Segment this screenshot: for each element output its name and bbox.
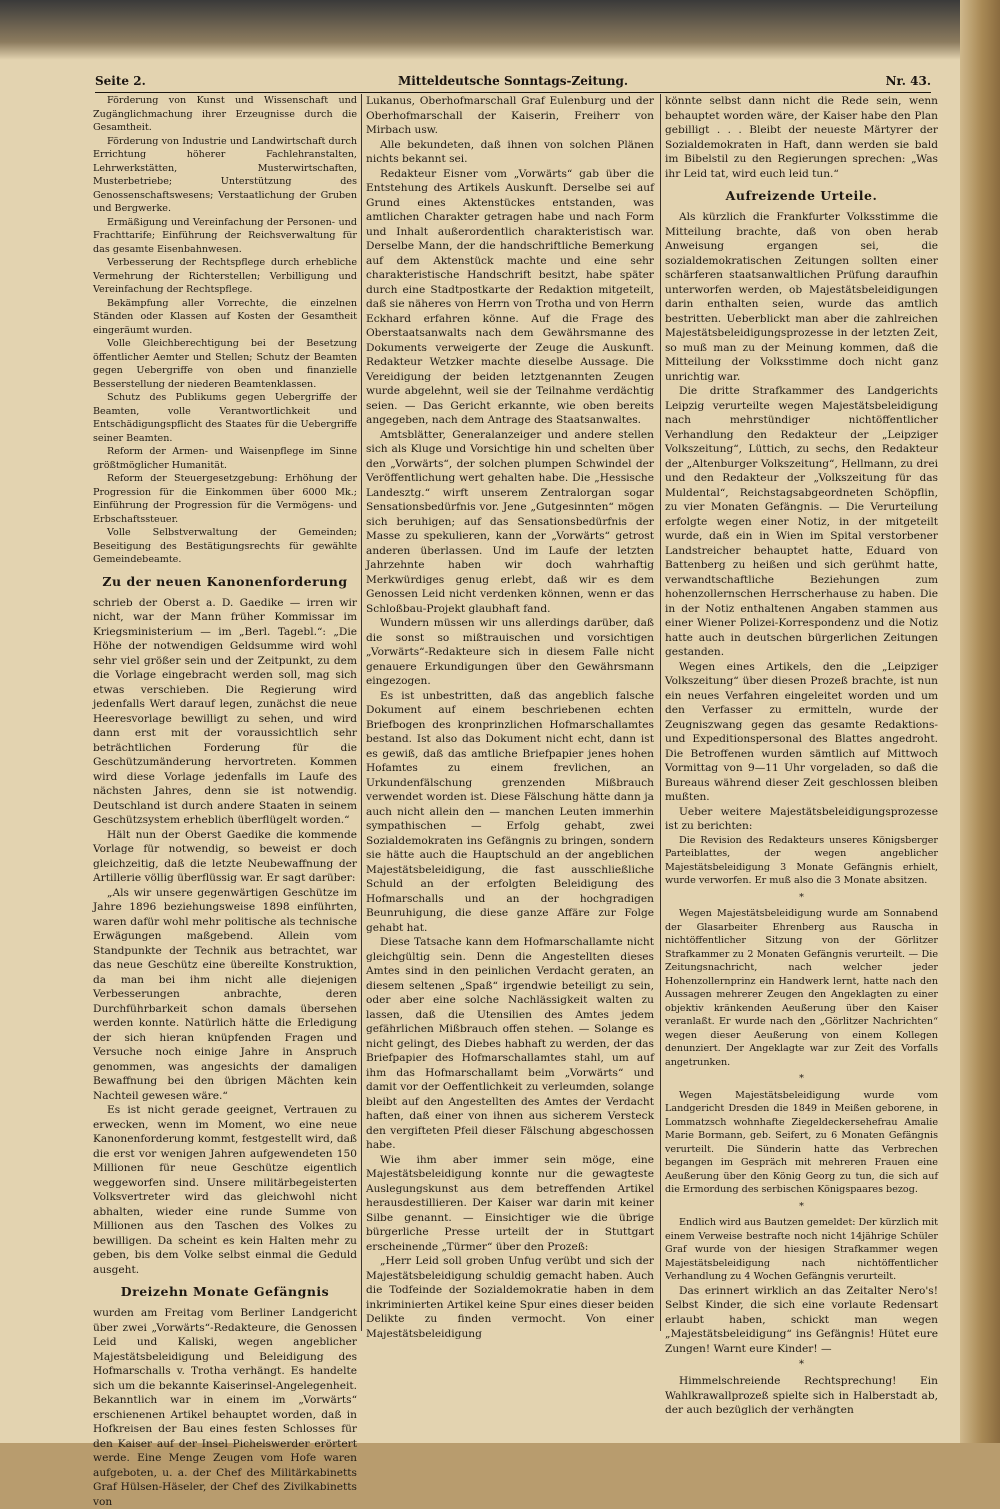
paragraph: Es ist nicht gerade geeignet, Vertrauen zu erwecken, wenn im Moment, wo eine neue Kanonenforderung kommt, festgestellt wird, daß die erst vor wenigen Jahren aufgewendeten 150 Millionen für neue Geschütze eigentlich weggeworfen sind. Unsere militärbegeisterten Volksvertreter wird das gleichwohl nicht abhalten, wieder eine runde Summe von Millionen aus den Taschen des Volkes zu bewilligen. Da scheint es kein Halten mehr zu geben, bis dem Volke selbst einmal die Geduld ausgeht.: [93, 1104, 357, 1276]
separator-star: *: [799, 1200, 804, 1212]
list-item: Reform der Armen- und Waisenpflege im Sinne größtmöglicher Humanität.: [93, 446, 357, 471]
column-rule: [361, 94, 362, 1331]
paragraph: Lukanus, Oberhofmarschall Graf Eulenburg und der Oberhofmarschall der Kaiserin, Freiherr von Mirbach usw.: [366, 95, 654, 136]
column-3: [665, 94, 938, 1416]
separator-star: *: [799, 1359, 804, 1370]
paragraph: „Als wir unsere gegenwärtigen Geschütze im Jahre 1896 beziehungsweise 1898 einführten, waren dafür wohl mehr politische als technische Erwägungen maßgebend. Allein vom Standpunkte der Technik aus betrachtet, war das neue Geschütz eine übereilte Konstruktion, da man bei ihm nicht alle diejenigen Verbesserungen anbrachte, deren Durchführbarkeit schon damals übersehen werden konnte. Natürlich hätte die Erledigung der sich hieran knüpfenden Fragen und Versuche noch einige Jahre in Anspruch genommen, was angesichts der damaligen Bewaffnung bei den übrigen Mächten kein Nachteil gewesen wäre.“: [93, 886, 357, 1102]
small-notices: [665, 834, 938, 1284]
paragraph: Das erinnert wirklich an das Zeitalter Nero's! Selbst Kinder, die sich eine vorlaute Redensart erlaubt haben, schickt man wegen „Majestätsbeleidigung“ ins Gefängnis! Hütet eure Zungen! Warnt eure Kinder! —: [665, 1284, 938, 1355]
paragraph: könnte selbst dann nicht die Rede sein, wenn behauptet worden wäre, der Kaiser habe den Plan gebilligt . . . Bleibt der neueste Märtyrer der Sozialdemokraten in Haft, dann werden sie bald im Bibelstil zu den Regierungen sprechen: „Was ihr Leid tat, wird euch leid tun.“: [665, 95, 938, 180]
column-2: [366, 94, 654, 1340]
list-item: Förderung von Industrie und Landwirtschaft durch Errichtung höherer Fachlehranstalten, Lehrwerkstätten, Musterwirtschaften, Musterbetriebe; Unterstützung des Genossenschaftswesens; Verstaatlichung der Gruben und Bergwerke.: [93, 135, 357, 214]
article-heading: Zu der neuen Kanonenforderung: [102, 573, 348, 589]
column-1: [93, 94, 357, 1508]
list-item: Verbesserung der Rechtspflege durch erhebliche Vermehrung der Richterstellen; Verbilligung und Vereinfachung der Rechtspflege.: [93, 257, 357, 295]
list-item: Ermäßigung und Vereinfachung der Personen- und Frachttarife; Einführung der Reichsverwaltung für das gesamte Eisenbahnwesen.: [93, 216, 357, 255]
notice: Endlich wird aus Bautzen gemeldet: Der kürzlich mit einem Verweise bestrafte noch nicht 14jährige Schüler Graf wurde von der hiesigen Strafkammer wegen Majestätsbeleidigung nach nichtöffentlicher Verhandlung zu 4 Wochen Gefängnis verurteilt.: [665, 1217, 938, 1282]
page-number: Seite 2.: [95, 74, 146, 88]
list-item: Schutz des Publikums gegen Uebergriffe der Beamten, volle Verantwortlichkeit und Entschädigungspflicht des Staates für die Uebergriffe seiner Beamten.: [93, 392, 357, 444]
paragraph: Wegen eines Artikels, den die „Leipziger Volkszeitung“ über diesen Prozeß brachte, ist nun ein neues Verfahren eingeleitet worden und um den Verfasser zu ermitteln, wurde der Zeugniszwang gegen das gesamte Redaktions- und Expeditionspersonal des Blattes angedroht. Die Betroffenen wurden sämtlich auf Mittwoch Vormittag von 9—11 Uhr vorgeladen, so daß die Bureaus während dieser Zeit geschlossen bleiben mußten.: [665, 660, 938, 803]
paragraph: Amtsblätter, Generalanzeiger und andere stellen sich als Kluge und Vorsichtige hin und schelten über den „Vorwärts“, der solchen plumpen Schwindel der Veröffentlichung wert gehalten habe. Die „Hessische Landesztg.“ wirft unserem Zentralorgan sogar Sensationsbedürfnis vor. Jene „Gutgesinnten“ mögen sich beruhigen; auf das Sensationsbedürfnis der Masse zu spekulieren, kann der „Vorwärts“ getrost anderen überlassen. Und im Laufe der letzten Jahrzehnte haben wir doch wahrhaftig Merkwürdiges genug erlebt, daß wir es dem Genossen Leid nicht verdenken können, wenn er das Schloßbau-Projekt glaubhaft fand.: [366, 428, 654, 615]
article-heading: Dreizehn Monate Gefängnis: [120, 1284, 330, 1299]
paragraph: Als kürzlich die Frankfurter Volksstimme die Mitteilung brachte, daß von oben herab Anweisung ergangen sei, die sozialdemokratischen Zeitungen sollten einer schärferen staatsanwaltlichen Prüfung daraufhin unterworfen werden, ob Majestätsbeleidigungen darin enthalten seien, wurde das amtlich bestritten. Ueberblickt man aber die zahlreichen Majestätsbeleidigungsprozesse in der letzten Zeit, so muß man zu der Meinung kommen, daß die Mitteilung der Volksstimme doch nicht ganz unrichtig war.: [665, 211, 938, 383]
issue-number: Nr. 43.: [885, 74, 931, 88]
paragraph: Alle bekundeten, daß ihnen von solchen Plänen nichts bekannt sei.: [366, 138, 654, 165]
paragraph: Ueber weitere Majestätsbeleidigungsprozesse ist zu berichten:: [665, 805, 938, 832]
list-item: Reform der Steuergesetzgebung: Erhöhung der Progression für die Einkommen über 6000 Mk.; Einführung der Progression für die Vermögens- und Erbschaftssteuer.: [93, 473, 357, 525]
paragraph: Hält nun der Oberst Gaedike die kommende Vorlage für notwendig, so beweist er doch gleichzeitig, daß die letzte Neubewaffnung der Artillerie völlig überflüssig war. Er sagt darüber:: [93, 828, 357, 884]
page-top-edge: [0, 0, 1000, 60]
separator-star: *: [799, 891, 804, 903]
page-binding: [960, 0, 1000, 1443]
newspaper-title: Mitteldeutsche Sonntags-Zeitung.: [397, 74, 629, 88]
paragraph: schrieb der Oberst a. D. Gaedike — irren wir nicht, war der Mann früher Kommissar im Kriegsministerium — im „Berl. Tagebl.“: „Die Höhe der notwendigen Geldsumme wird wohl sehr viel größer sein und der Zeitpunkt, zu dem die Vorlage eingebracht werden soll, mag sich etwas verschieben. Die Regierung wird jedenfalls Wert darauf legen, zunächst die neue Heeresvorlage bewilligt zu sehen, und wird dann erst mit der voraussichtlich sehr beträchtlichen Forderung für die Geschützumänderung hervortreten. Kommen wird diese Vorlage jedenfalls im Laufe des nächsten Jahres, denn sie ist notwendig. Deutschland ist durch andere Staaten in seinem Geschützsystem erheblich überflügelt worden.“: [93, 596, 357, 826]
paragraph: Himmelschreiende Rechtsprechung! Ein Wahlkrawallprozeß spielte sich in Halberstadt ab, der auch bezüglich der verhängten: [665, 1375, 938, 1416]
list-item: Volle Gleichberechtigung bei der Besetzung öffentlicher Aemter und Stellen; Schutz der Beamten gegen Uebergriffe von oben und finanzielle Besserstellung der niederen Beamtenklassen.: [93, 338, 357, 390]
paragraph: Wie ihm aber immer sein möge, eine Majestätsbeleidigung konnte nur die gewagteste Auslegungskunst aus dem betreffenden Artikel herausdestillieren. Der Kaiser war darin mit keiner Silbe genannt. — Einsichtiger wie die übrige bürgerliche Presse urteilt der in Stuttgart erscheinende „Türmer“ über den Prozeß:: [366, 1153, 654, 1253]
list-item: Bekämpfung aller Vorrechte, die einzelnen Ständen oder Klassen auf Kosten der Gesamtheit eingeräumt wurden.: [93, 297, 357, 336]
page-header: [95, 72, 931, 93]
program-list: [93, 94, 357, 567]
list-item: Volle Selbstverwaltung der Gemeinden; Beseitigung des Bestätigungsrechts für gewählte Gemeindebeamte.: [93, 527, 357, 565]
article-heading: Aufreizende Urteile.: [725, 188, 878, 203]
paragraph: Wundern müssen wir uns allerdings darüber, daß die sonst so mißtrauischen und vorsichtigen „Vorwärts“-Redakteure sich in diesem Falle nicht genauere Erkundigungen über den Gewährsmann eingezogen.: [366, 617, 654, 687]
paragraph: Redakteur Eisner vom „Vorwärts“ gab über die Entstehung des Artikels Auskunft. Derselbe sei auf Grund eines Aktenstückes entstanden, was amtlichen Charakter getragen habe und nach Form und Inhalt außerordentlich charakteristisch war. Derselbe Mann, der die handschriftliche Bemerkung auf dem Aktenstück machte und eine sehr charakteristische Handschrift besitzt, habe später durch eine Stadtpostkarte der Redaktion mitgeteilt, daß sie näheres von Herrn von Trotha und von Herrn Eckhard erfahren könne. Auf die Frage des Oberstaatsanwalts nach dem Gewährsmanne des Dokuments verweigerte der Zeuge die Auskunft. Redakteur Wetzker machte dieselbe Aussage. Die Vereidigung der beiden letztgenannten Zeugen wurde abgelehnt, weil sie der Teilnahme verdächtig seien. — Das Gericht erkannte, wie oben bereits angegeben, nach dem Antrage des Staatsanwaltes.: [366, 167, 654, 426]
separator-star: *: [799, 1073, 804, 1084]
notice: Wegen Majestätsbeleidigung wurde vom Landgericht Dresden die 1849 in Meißen geborene, in Lommatzsch wohnhafte Ziegeldeckersehefrau Amalie Marie Bormann, geb. Seifert, zu 6 Monaten Gefängnis verurteilt. Die Sünderin hatte das Verbrechen begangen im Gespräch mit mehreren Frauen eine Aeußerung über den König Georg zu tun, die sich auf die Ermordung des serbischen Königspaares bezog.: [665, 1089, 938, 1195]
paragraph: Die dritte Strafkammer des Landgerichts Leipzig verurteilte wegen Majestätsbeleidigung nach mehrstündiger nichtöffentlicher Verhandlung den Redakteur der „Leipziger Volkszeitung“, Lüttich, zu sechs, den Redakteur der „Altenburger Volkszeitung“, Hellmann, zu drei und den Redakteur der „Volkszeitung für das Muldental“, Reichstagsabgeordneten Schöpflin, zu vier Monaten Gefängnis. — Die Verurteilung erfolgte wegen einer Notiz, in der mitgeteilt wurde, daß ein in Wien im Spital verstorbener Landstreicher behauptet hatte, Eduard von Battenberg zu heißen und sich gerühmt hatte, verwandtschaftliche Beziehungen zum hohenzollernschen Herrscherhause zu haben. Die in der Notiz enthaltenen Angaben stammen aus einer Wiener Polizei-Korrespondenz und die Notiz hatte auch in deutschen bürgerlichen Zeitungen gestanden.: [665, 385, 938, 658]
notice: Wegen Majestätsbeleidigung wurde am Sonnabend der Glasarbeiter Ehrenberg aus Rauscha in nichtöffentlicher Sitzung von der Görlitzer Strafkammer zu 2 Monaten Gefängnis verurteilt. — Die Zeitungsnachricht, nach welcher jeder Hohenzollernprinz ein Handwerk lernt, hatte nach den Aussagen mehrerer Zeugen den Angeklagten zu einer objektiv kränkenden Aeußerung über den Kaiser veranlaßt. Er wurde nach den „Görlitzer Nachrichten“ wegen dieser Aeußerung von einem Kollegen denunziert. Der Angeklagte war zur Zeit des Vorfalls angetrunken.: [665, 908, 938, 1068]
paragraph: Es ist unbestritten, daß das angeblich falsche Dokument auf einem beschriebenen echten Briefbogen des kronprinzlichen Hofmarschallamtes bestand. Ist also das Dokument nicht echt, dann ist es gewiß, daß das amtliche Briefpapier jenes hohen Hofamtes zu einem frevlichen, an Urkundenfälschung grenzenden Mißbrauch verwendet worden ist. Diese Fälschung hätte dann ja auch nicht allein den — manchen Leuten immerhin sympathischen — Erfolg gehabt, zwei Sozialdemokraten ins Gefängnis zu bringen, sondern sie hätte auch die Hauptschuld an der angeblichen Majestätsbeleidigung, die fast ausschließliche Schuld an der erfolgten Beleidigung des Hofmarschalls und an der hochgradigen Beunruhigung, die diese ganze Affäre zur Folge gehabt hat.: [366, 689, 654, 934]
list-item: Förderung von Kunst und Wissenschaft und Zugänglichmachung ihrer Erzeugnisse durch die Gesamtheit.: [93, 95, 357, 133]
paragraph: Diese Tatsache kann dem Hofmarschallamte nicht gleichgültig sein. Denn die Angestellten dieses Amtes sind in den peinlichen Verdacht geraten, an diesem seltenen „Spaß“ irgendwie beteiligt zu sein, oder aber eine solche Nachlässigkeit walten zu lassen, daß die Utensilien des Amtes jedem gefährlichen Mißbrauch offen stehen. — Solange es nicht gelingt, des Diebes habhaft zu werden, der das Briefpapier des Hofmarschallamtes stahl, um auf ihm das Hofmarschallamt beim „Vorwärts“ und damit vor der Oeffentlichkeit zu verleumden, solange bleibt auf den Angestellten des Amtes der Verdacht haften, daß einer von ihnen aus sicherem Versteck den vergifteten Pfeil dieser Fälschung abgeschossen habe.: [366, 936, 654, 1151]
notice: Die Revision des Redakteurs unseres Königsberger Parteiblattes, der wegen angeblicher Majestätsbeleidigung 3 Monate Gefängnis erhielt, wurde verworfen. Er muß also die 3 Monate absitzen.: [665, 834, 938, 886]
paragraph: wurden am Freitag vom Berliner Landgericht über zwei „Vorwärts“-Redakteure, die Genossen Leid und Kaliski, wegen angeblicher Majestätsbeleidigung und Beleidigung des Hofmarschalls v. Trotha verhängt. Es handelte sich um die bekannte Kaiserinsel-Angelegenheit. Bekanntlich war in einem im „Vorwärts“ erschienenen Artikel behauptet worden, daß in Hofkreisen der Bau eines festen Schlosses für den Kaiser auf der Insel Pichelswerder erörtert werde. Eine Menge Zeugen vom Hofe waren aufgeboten, u. a. der Chef des Militärkabinetts Graf Hülsen-Häseler, der Chef des Zivilkabinetts von: [93, 1307, 357, 1508]
column-rule: [660, 94, 661, 1331]
paragraph: „Herr Leid soll groben Unfug verübt und sich der Majestätsbeleidigung schuldig gemacht haben. Auch die Todfeinde der Sozialdemokratie haben in dem inkriminierten Artikel keine Spur eines dieser beiden Delikte zu finden vermocht. Von einer Majestätsbeleidigung: [366, 1255, 654, 1340]
